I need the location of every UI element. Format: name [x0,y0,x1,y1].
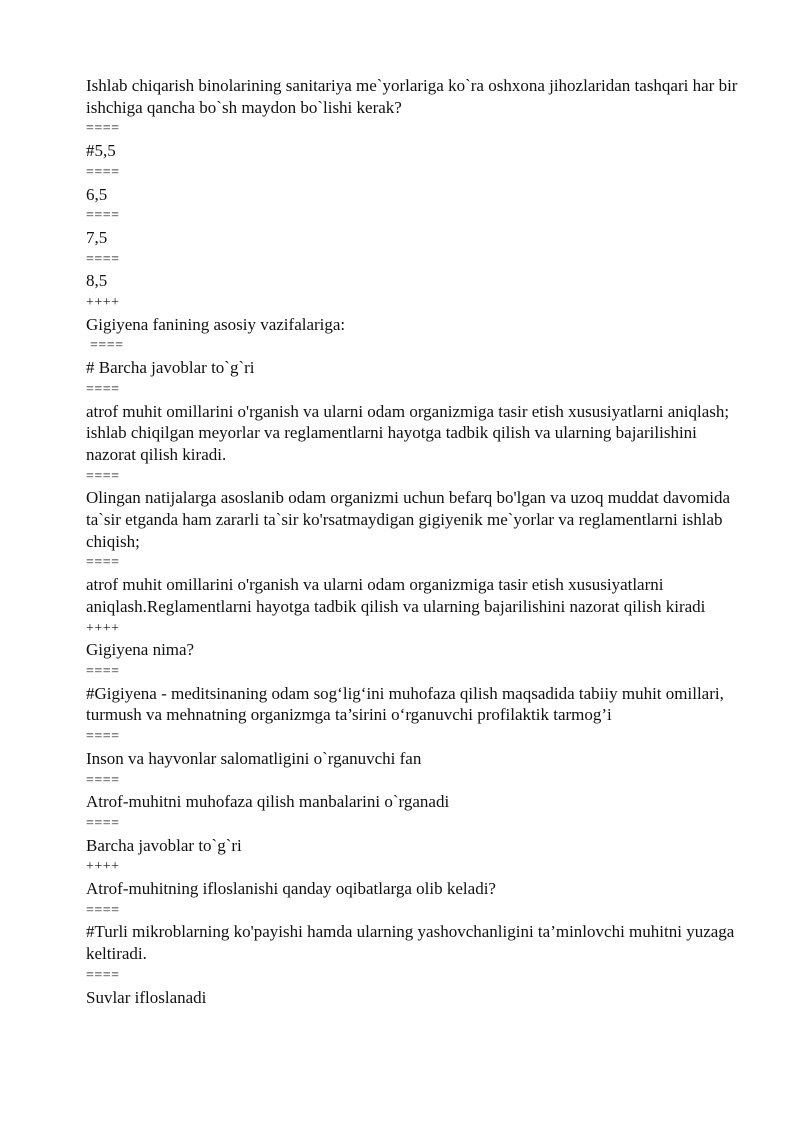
text-paragraph: Olingan natijalarga asoslanib odam organizmi uchun befarq bo'lgan va uzoq muddat davomida ta`sir etganda ham zararli ta`sir ko'rsatmaydigan gigiyenik me`yorlar va reglamentlarni ishlab chiqish; [86,488,731,551]
text-paragraph: Gigiyena nima? [86,640,195,660]
separator-line: ==== [86,967,120,983]
document-page [86,75,746,1008]
text-paragraph: 7,5 [86,227,108,247]
text-paragraph: Atrof-muhitni muhofaza qilish manbalarini o`rganadi [86,792,450,812]
separator-line: ==== [86,251,120,267]
separator-line: ==== [86,772,120,788]
text-paragraph: atrof muhit omillarini o'rganish va ularni odam organizmiga tasir etish xususiyatlarni aniqlash; ishlab chiqilgan meyorlar va reglamentlarni hayotga tadbik qilish va ularning bajarilishini nazorat qilish kiradi. [86,401,730,464]
text-paragraph: #Turli mikroblarning ko'payishi hamda ularning yashovchanligini ta’minlovchi muhitni yuzaga keltiradi. [86,922,735,964]
text-paragraph: # Barcha javoblar to`g`ri [86,358,255,378]
text-paragraph: Ishlab chiqarish binolarining sanitariya me`yorlariga ko`ra oshxona jihozlaridan tashqari har bir ishchiga qancha bo`sh maydon bo`lishi kerak? [86,76,738,117]
separator-line: ==== [86,121,120,137]
separator-line: ==== [86,164,120,180]
separator-line: ++++ [86,859,120,875]
text-paragraph: Inson va hayvonlar salomatligini o`rganuvchi fan [86,748,422,768]
separator-line: ==== [86,902,120,918]
separator-line: ==== [86,381,120,397]
text-paragraph: Suvlar ifloslanadi [86,987,207,1007]
text-paragraph: #5,5 [86,141,116,161]
separator-line: ==== [86,338,124,354]
text-paragraph: Gigiyena fanining asosiy vazifalariga: [86,314,346,334]
text-paragraph: #Gigiyena - meditsinaning odam sog‘lig‘ini muhofaza qilish maqsadida tabiiy muhit omillari, turmush va mehnatning organizmga ta’sirini o‘rganuvchi profilaktik tarmog’i [86,683,724,725]
text-paragraph: Barcha javoblar to`g`ri [86,835,242,855]
separator-line: ++++ [86,620,120,636]
text-paragraph: 6,5 [86,184,108,204]
separator-line: ==== [86,468,120,484]
separator-line: ++++ [86,295,120,311]
separator-line: ==== [86,663,120,679]
text-paragraph: atrof muhit omillarini o'rganish va ularni odam organizmiga tasir etish xususiyatlarni aniqlash.Reglamentlarni hayotga tadbik qilish va ularning bajarilishini nazorat qilish kiradi [86,575,706,616]
separator-line: ==== [86,555,120,571]
separator-line: ==== [86,815,120,831]
separator-line: ==== [86,729,120,745]
text-paragraph: Atrof-muhitning ifloslanishi qanday oqibatlarga olib keladi? [86,879,496,899]
separator-line: ==== [86,208,120,224]
text-paragraph: 8,5 [86,271,108,291]
